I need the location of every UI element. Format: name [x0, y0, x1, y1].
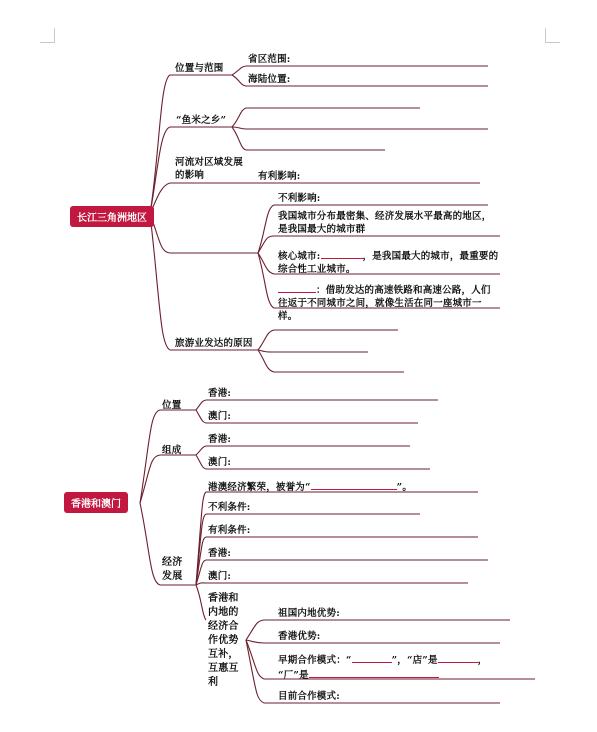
- label-economy-hk: 香港:: [208, 548, 232, 559]
- label-economy-macao: 澳门:: [208, 571, 232, 582]
- early-mode-label: 早期合作模式：“: [278, 655, 352, 666]
- blank-core-city[interactable]: [321, 248, 363, 259]
- blank-store[interactable]: [438, 652, 478, 663]
- blank-prosperity-title[interactable]: [311, 479, 397, 490]
- label-position-macao: 澳门:: [208, 411, 232, 422]
- node-cooperation: 香港和内地的经济合作优势互补，互惠互利: [208, 593, 239, 688]
- label-unfavorable-conditions: 不利条件:: [208, 502, 251, 513]
- early-sep: ，: [477, 655, 488, 666]
- text-rail-network: [278, 282, 500, 323]
- root-node-hk-macao: 香港和澳门: [64, 492, 128, 513]
- node-position: 位置: [162, 400, 182, 411]
- prosperity-close: ”。: [396, 482, 413, 493]
- label-favorable-conditions: 有利条件:: [208, 525, 251, 536]
- text-core-city: [278, 248, 500, 276]
- label-province-range: 省区范围:: [248, 54, 291, 65]
- node-position-scope: 位置与范围: [175, 63, 224, 74]
- early-store-label: ”，“店”是: [391, 655, 438, 666]
- label-mainland-advantage: 祖国内地优势:: [278, 608, 340, 619]
- label-hk-advantage: 香港优势:: [278, 631, 321, 642]
- node-fish-rice-land: “鱼米之乡”: [176, 115, 227, 126]
- blank-factory[interactable]: [309, 667, 439, 678]
- label-position-hk: 香港:: [208, 388, 232, 399]
- label-sea-land-position: 海陆位置:: [248, 74, 291, 85]
- blank-early-mode[interactable]: [352, 652, 392, 663]
- label-composition-hk: 香港:: [208, 434, 232, 445]
- root-node-yangtze-delta: 长江三角洲地区: [70, 206, 154, 227]
- node-tourism-reasons: 旅游业发达的原因: [175, 338, 253, 349]
- label-current-cooperation: 目前合作模式:: [278, 691, 340, 702]
- node-composition: 组成: [162, 445, 182, 456]
- node-river-impact: 河流对区域发展的影响: [175, 157, 243, 181]
- core-city-label: 核心城市:: [278, 251, 321, 262]
- prosperity-label: 港澳经济繁荣，被誉为“: [208, 482, 311, 493]
- blank-rail-term[interactable]: [278, 282, 316, 293]
- rail-desc: ：借助发达的高速铁路和高速公路，人们往返于不同城市之间，就像生活在同一座城市一样。: [278, 285, 491, 322]
- node-economic-development: 经济发展: [162, 557, 183, 582]
- early-factory-label: “厂”是: [278, 670, 309, 681]
- text-city-group: 我国城市分布最密集、经济发展水平最高的地区，是我国最大的城市群: [278, 211, 492, 235]
- text-prosperity: [208, 479, 412, 494]
- text-early-cooperation: [278, 652, 524, 682]
- label-favorable-impact: 有利影响:: [258, 171, 301, 182]
- label-unfavorable-impact: 不利影响:: [278, 193, 321, 204]
- core-city-desc: ，是我国最大的城市，最重要的综合性工业城市。: [278, 251, 499, 275]
- label-composition-macao: 澳门:: [208, 457, 232, 468]
